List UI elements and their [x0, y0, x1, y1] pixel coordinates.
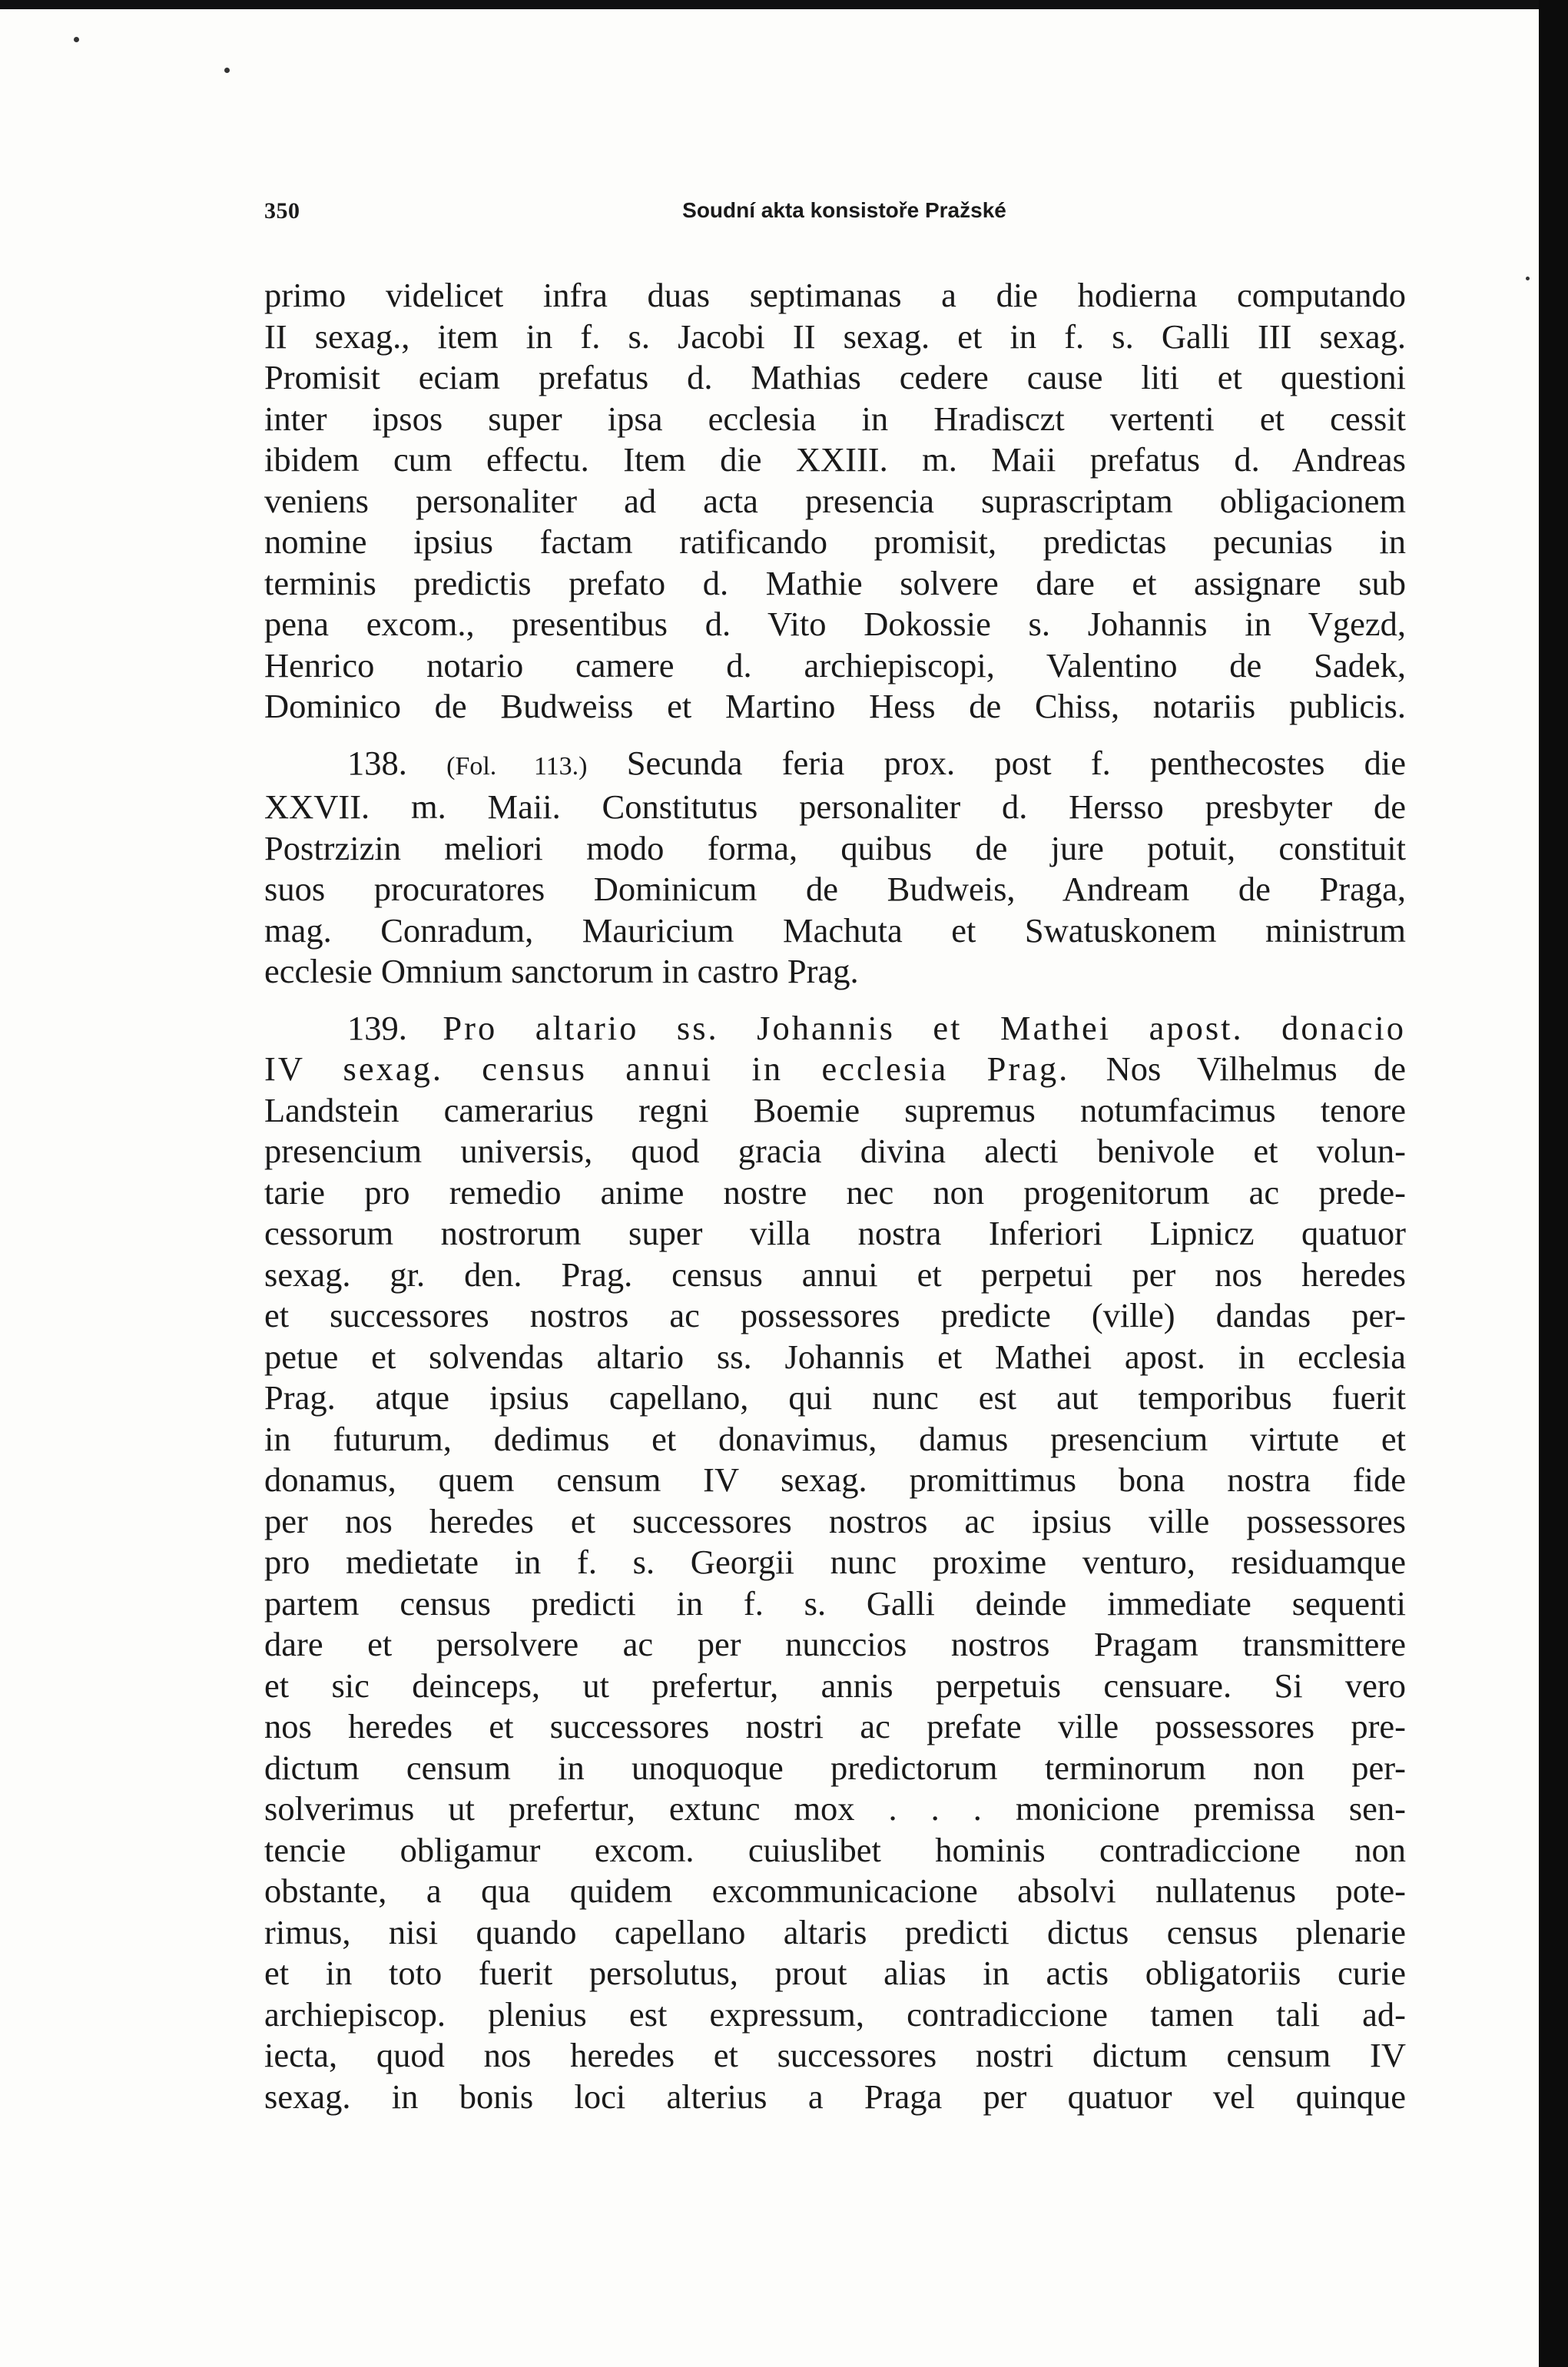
text-line: Landstein camerarius regni Boemie supremus notumfacimus tenore — [264, 1090, 1406, 1129]
paragraph-continuation — [264, 275, 1406, 728]
text-line: solverimus ut prefertur, extunc mox . . . monicione premissa sen- — [264, 1789, 1406, 1828]
text-line: Dominico de Budweiss et Martino Hess de Chiss, notariis publicis. — [264, 687, 1406, 725]
running-head — [264, 198, 1424, 229]
text-line: nos heredes et successores nostri ac prefate ville possessores pre- — [264, 1707, 1406, 1745]
text-line: suos procuratores Dominicum de Budweis, Andream de Praga, — [264, 870, 1406, 908]
text-line: Promisit eciam prefatus d. Mathias cedere cause liti et questioni — [264, 358, 1406, 396]
text-line: II sexag., item in f. s. Jacobi II sexag. et in f. s. Galli III sexag. — [264, 317, 1406, 356]
running-title: Soudní akta konsistoře Pražské — [682, 198, 1006, 222]
text-line: primo videlicet infra duas septimanas a die hodierna computando — [264, 276, 1406, 314]
text-line: donamus, quem censum IV sexag. promittimus bona nostra fide — [264, 1460, 1406, 1499]
text-line: presencium universis, quod gracia divina alecti benivole et volun- — [264, 1132, 1406, 1170]
scan-speck — [224, 68, 230, 73]
entry-first-line — [264, 743, 1406, 787]
text-line: ibidem cum effectu. Item die XXIII. m. Maii prefatus d. Andreas — [264, 440, 1406, 479]
entry-138 — [264, 743, 1406, 993]
text-line: dare et persolvere ac per nunccios nostros Pragam transmittere — [264, 1625, 1406, 1663]
text-line: terminis predictis prefato d. Mathie solvere dare et assignare sub — [264, 563, 1406, 602]
text-line: obstante, a qua quidem excommunicacione absolvi nullatenus pote- — [264, 1871, 1406, 1910]
document-body — [264, 275, 1406, 2117]
text-line: archiepiscop. plenius est expressum, contradiccione tamen tali ad- — [264, 1994, 1406, 2034]
entry-number: 138. — [347, 743, 407, 782]
text-line: pro medietate in f. s. Georgii nunc proxime venturo, residuamque — [264, 1543, 1406, 1581]
entry-heading-line — [264, 1008, 1406, 1049]
text-line: XXVII. m. Maii. Constitutus personaliter d. Hersso presbyter de — [264, 787, 1406, 826]
text-line: sexag. in bonis loci alterius a Praga per quatuor vel quinque — [264, 2077, 1406, 2116]
text-line: Prag. atque ipsius capellano, qui nunc est aut temporibus fuerit — [264, 1378, 1406, 1417]
text-line: tencie obligamur excom. cuiuslibet hominis contradiccione non — [264, 1830, 1406, 1869]
scan-border-right — [1539, 0, 1568, 2367]
text-line: tarie pro remedio anime nostre nec non progenitorum ac prede- — [264, 1172, 1406, 1212]
scan-speck — [1526, 277, 1530, 280]
text-line: cessorum nostrorum super villa nostra Inferiori Lipnicz quatuor — [264, 1214, 1406, 1252]
text-line: inter ipsos super ipsa ecclesia in Hradisczt vertenti et cessit — [264, 399, 1406, 438]
text-line: sexag. gr. den. Prag. census annui et perpetui per nos heredes — [264, 1255, 1406, 1294]
page-number: 350 — [264, 198, 300, 224]
text-line: Secunda feria prox. post f. penthecostes die — [626, 743, 1406, 782]
text-line: in futurum, dedimus et donavimus, damus presencium virtute et — [264, 1419, 1406, 1458]
scan-speck — [74, 37, 79, 42]
text-line: dictum censum in unoquoque predictorum terminorum non per- — [264, 1748, 1406, 1787]
text-line: mag. Conradum, Mauricium Machuta et Swatuskonem ministrum — [264, 910, 1406, 950]
scan-border-top — [0, 0, 1568, 9]
text-line: petue et solvendas altario ss. Johannis et Mathei apost. in ecclesia — [264, 1337, 1406, 1376]
text-line: et sic deinceps, ut prefertur, annis perpetuis censuare. Si vero — [264, 1666, 1406, 1705]
text-line: Nos Vilhelmus de — [1106, 1049, 1407, 1088]
text-line: iecta, quod nos heredes et successores nostri dictum censum IV — [264, 2036, 1406, 2074]
text-line: Henrico notario camere d. archiepiscopi, Valentino de Sadek, — [264, 645, 1406, 685]
entry-139 — [264, 1008, 1406, 2118]
entry-heading: Pro altario ss. Johannis et Mathei apost. donacio — [443, 1008, 1407, 1047]
folio-reference: (Fol. 113.) — [446, 751, 588, 781]
text-line: pena excom., presentibus d. Vito Dokossie s. Johannis in Vgezd, — [264, 605, 1406, 643]
entry-heading: IV sexag. census annui in ecclesia Prag. — [264, 1049, 1070, 1088]
text-line: per nos heredes et successores nostros ac ipsius ville possessores — [264, 1501, 1406, 1540]
text-line: veniens personaliter ad acta presencia suprascriptam obligacionem — [264, 481, 1406, 520]
text-line: partem census predicti in f. s. Galli deinde immediate sequenti — [264, 1583, 1406, 1623]
entry-number: 139. — [347, 1008, 407, 1047]
text-line: rimus, nisi quando capellano altaris predicti dictus census plenarie — [264, 1912, 1406, 1951]
entry-heading-line — [264, 1049, 1406, 1090]
text-line: Postrzizin meliori modo forma, quibus de jure potuit, constituit — [264, 828, 1406, 867]
text-line: nomine ipsius factam ratificando promisit, predictas pecunias in — [264, 522, 1406, 561]
text-line: ecclesie Omnium sanctorum in castro Prag. — [264, 952, 859, 990]
text-line: et in toto fuerit persolutus, prout alias in actis obligatoriis curie — [264, 1954, 1406, 1992]
text-line: et successores nostros ac possessores predicte (ville) dandas per- — [264, 1296, 1406, 1334]
